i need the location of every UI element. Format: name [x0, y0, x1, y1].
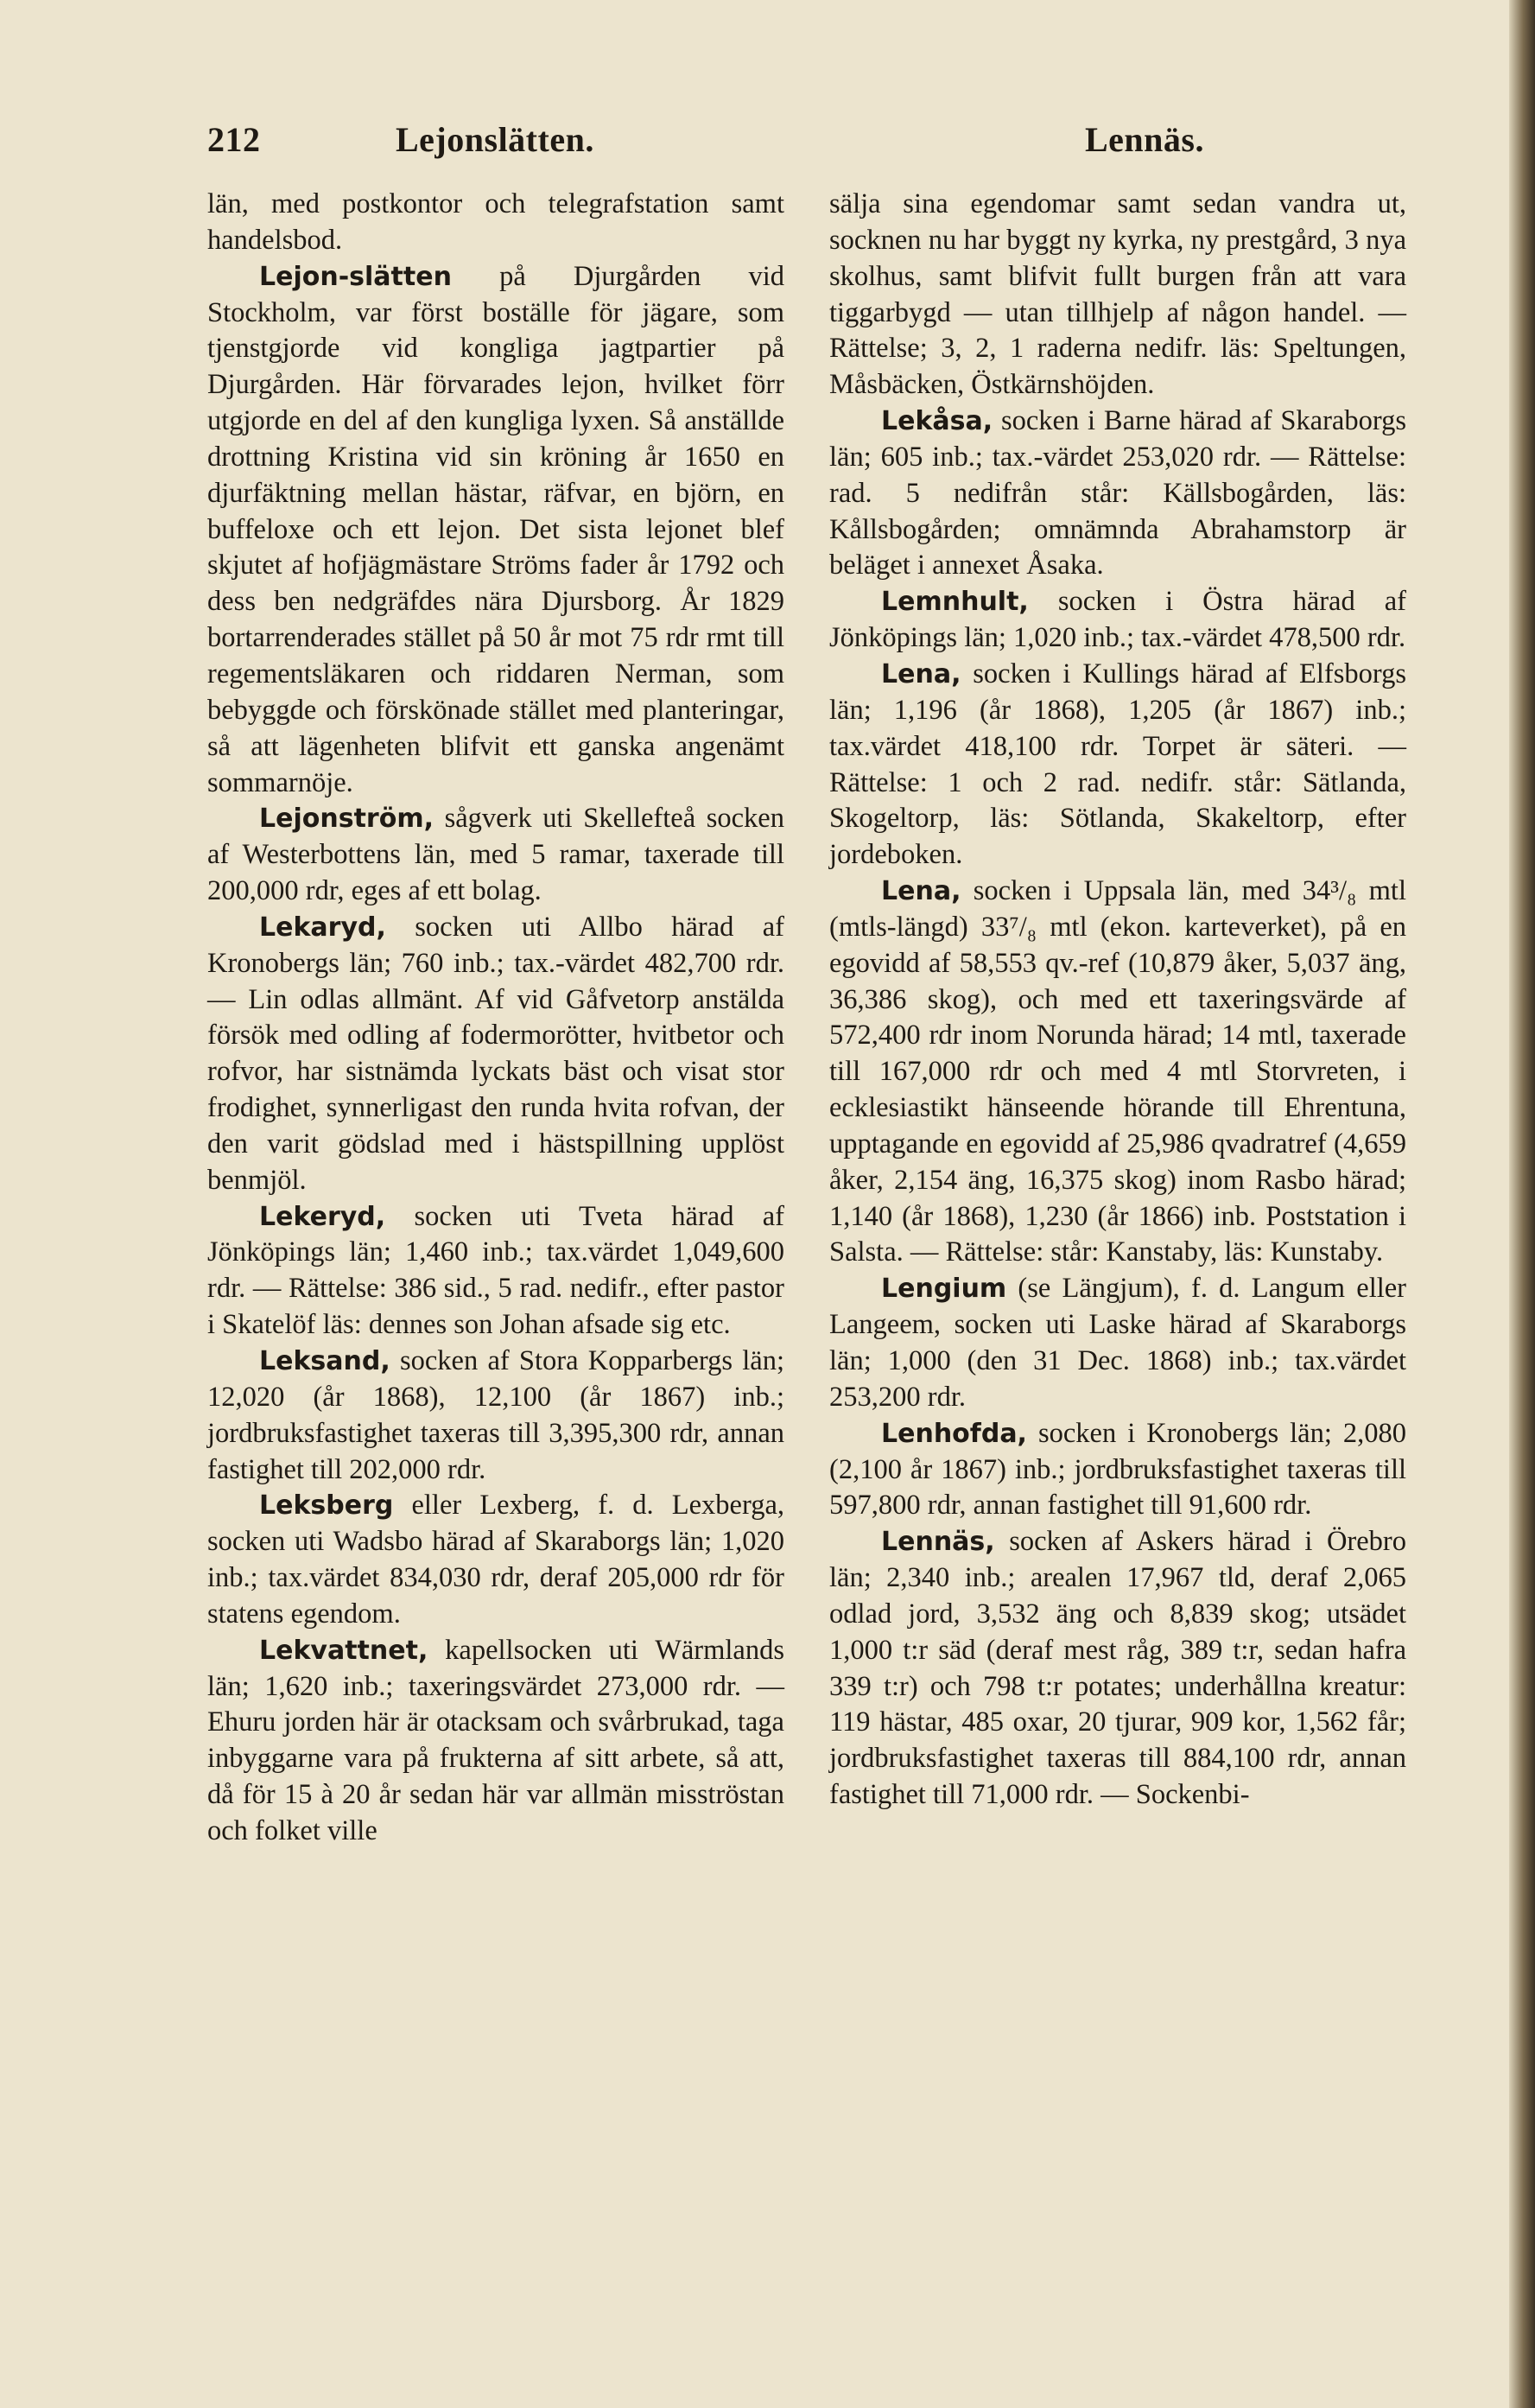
- entry-text: socken i Uppsala län, med 34³/₈ mtl (mtls-längd) 33⁷/₈ mtl (ekon. karteverket), på en egovidd af 58,553 qv.-ref (10,879 åker, 5,037 äng, 36,386 skog), och med ett taxeringsvärde af 572,400 rdr inom Norunda härad; 14 mtl, taxerade till 167,000 rdr och med 4 mtl Storvreten, i ecklesiastikt hänseende hörande till Ehrentuna, upptagande en egovidd af 25,986 qvadratref (4,659 åker, 2,154 äng, 16,375 skog) inom Rasbo härad; 1,140 (år 1868), 1,230 (år 1866) inb. Poststation i Salsta. — Rättelse: står: Kanstaby, läs: Kunstaby.: [829, 875, 1406, 1268]
- entry-paragraph: [207, 259, 784, 802]
- entry-headword: Lena,: [881, 658, 961, 689]
- left-running-head: Lejonslätten.: [396, 120, 594, 159]
- entry-text: (se Längjum), f. d. Langum eller Langeem, socken uti Laske härad af Skaraborgs län; 1,000 (den 31 Dec. 1868) inb.; tax.värdet 253,200 rdr.: [829, 1273, 1406, 1413]
- left-column: [207, 187, 784, 1850]
- entry-paragraph: [829, 187, 1406, 403]
- right-running-head: Lennäs.: [1085, 120, 1204, 159]
- entry-headword: Lena,: [881, 876, 961, 907]
- entry-text: socken i Östra härad af Jönköpings län; 1,020 inb.; tax.-värdet 478,500 rdr.: [829, 586, 1406, 654]
- entry-headword: Lejonström,: [259, 804, 434, 835]
- entry-paragraph: [207, 1633, 784, 1850]
- entry-paragraph: [829, 1524, 1406, 1814]
- entry-text: socken uti Allbo härad af Kronobergs län; 760 inb.; tax.-värdet 482,700 rdr. — Lin odlas allmänt. Af vid Gåfvetorp anstälda försök med odling af fodermorötter, hvitbetor och rofvor, har sistnämda lyckats bäst och visat stor frodighet, synnerligast den runda hvita rofvan, der den varit gödslad med i hästspillning upplöst benmjöl.: [207, 911, 784, 1196]
- entry-text: sågverk uti Skellefteå socken af Westerbottens län, med 5 ramar, taxerade till 200,000 rdr, eges af ett bolag.: [207, 803, 784, 907]
- entry-text: sälja sina egendomar samt sedan vandra ut, socknen nu har byggt ny kyrka, ny prestgård, 3 nya skolhus, samt blifvit fullt burgen från att vara tiggarbygd — utan tillhjelp af någon handel. — Rättelse; 3, 2, 1 raderna nedifr. läs: Speltungen, Måsbäcken, Östkärnshöjden.: [829, 188, 1406, 401]
- entry-paragraph: [829, 657, 1406, 874]
- book-page-edge: [1509, 0, 1535, 2408]
- entry-paragraph: [829, 1271, 1406, 1415]
- entry-text: kapellsocken uti Wärmlands län; 1,620 inb.; taxeringsvärdet 273,000 rdr. — Ehuru jorden här är otacksam och svårbrukad, taga inbyggarne vara på frukterna af sitt arbete, så att, då för 15 à 20 år sedan här var allmän misströstan och folket ville: [207, 1634, 784, 1846]
- entry-text: län, med postkontor och telegrafstation samt handelsbod.: [207, 188, 784, 256]
- entry-headword: Lengium: [881, 1274, 1007, 1305]
- entry-paragraph: [829, 1416, 1406, 1525]
- entry-headword: Lejon-slätten: [259, 261, 452, 292]
- entry-text: socken af Stora Kopparbergs län; 12,020 (år 1868), 12,100 (år 1867) inb.; jordbruksfastighet taxeras till 3,395,300 rdr, annan fastighet till 202,000 rdr.: [207, 1345, 784, 1485]
- entry-paragraph: [207, 801, 784, 910]
- entry-headword: Leksand,: [259, 1346, 390, 1376]
- entry-text: socken af Askers härad i Örebro län; 2,340 inb.; arealen 17,967 tld, deraf 2,065 odlad jord, 3,532 äng och 8,839 skog; utsädet 1,000 t:r säd (deraf mest råg, 389 t:r, sedan hafra 339 t:r) och 798 t:r potates; underhållna kreatur: 119 hästar, 485 oxar, 20 tjurar, 909 kor, 1,562 får; jordbruksfastighet taxeras till 884,100 rdr, annan fastighet till 71,000 rdr. — Sockenbi-: [829, 1526, 1406, 1811]
- entry-headword: Lemnhult,: [881, 587, 1029, 618]
- entry-headword: Lekåsa,: [881, 406, 993, 437]
- entry-text: socken uti Tveta härad af Jönköpings län; 1,460 inb.; tax.värdet 1,049,600 rdr. — Rättelse: 386 sid., 5 rad. nedifr., efter pastor i Skatelöf läs: dennes son Johan afsade sig etc.: [207, 1200, 784, 1341]
- entry-headword: Lekaryd,: [259, 912, 386, 943]
- entry-paragraph: [829, 584, 1406, 657]
- entry-paragraph: [829, 874, 1406, 1271]
- entry-text: eller Lexberg, f. d. Lexberga, socken uti Wadsbo härad af Skaraborgs län; 1,020 inb.; tax.värdet 834,030 rdr, deraf 205,000 rdr för statens egendom.: [207, 1490, 784, 1630]
- entry-text: på Djurgården vid Stockholm, var först boställe för jägare, som tjenstgjorde vid kongliga jagtpartier på Djurgården. Här förvarades lejon, hvilket förr utgjorde en del af den kungliga lyxen. Så anställde drottning Kristina vid sin kröning år 1650 en djurfäktning mellan hästar, räfvar, en björn, en buffeloxe och ett lejon. Det sista lejonet blef skjutet af hofjägmästare Ströms fader år 1792 och dess ben nedgräfdes nära Djursborg. År 1829 bortarrenderades stället på 50 år mot 75 rdr rmt till regementsläkaren och riddaren Nerman, som bebyggde och förskönade stället med planteringar, så att lägenheten blifvit ett ganska angenämt sommarnöje.: [207, 260, 784, 798]
- right-column: [829, 187, 1406, 1814]
- entry-paragraph: [207, 1344, 784, 1488]
- entry-text: socken i Barne härad af Skaraborgs län; 605 inb.; tax.-värdet 253,020 rdr. — Rättelse: rad. 5 nedifrån står: Källsbogården, läs: Kållsbogården; omnämnda Abrahamstorp är beläget i annexet Åsaka.: [829, 405, 1406, 581]
- entry-headword: Lekeryd,: [259, 1201, 386, 1232]
- entry-text: socken i Kullings härad af Elfsborgs län; 1,196 (år 1868), 1,205 (år 1867) inb.; tax.värdet 418,100 rdr. Torpet är säteri. — Rättelse: 1 och 2 rad. nedifr. står: Sätlanda, Skogeltorp, läs: Sötlanda, Skakeltorp, efter jordeboken.: [829, 658, 1406, 871]
- entry-headword: Lekvattnet,: [259, 1635, 428, 1666]
- entry-headword: Lennäs,: [881, 1527, 995, 1558]
- entry-paragraph: [207, 910, 784, 1199]
- entry-paragraph: [829, 403, 1406, 584]
- page-header: [207, 119, 1451, 171]
- page-number: 212: [207, 120, 261, 159]
- entry-headword: Leksberg: [259, 1490, 394, 1522]
- entry-headword: Lenhofda,: [881, 1418, 1027, 1449]
- entry-paragraph: [207, 1199, 784, 1344]
- entry-text: socken i Kronobergs län; 2,080 (2,100 år 1867) inb.; jordbruksfastighet taxeras till 597,800 rdr, annan fastighet till 91,600 rdr.: [829, 1417, 1406, 1522]
- entry-paragraph: [207, 1488, 784, 1632]
- entry-paragraph: [207, 187, 784, 259]
